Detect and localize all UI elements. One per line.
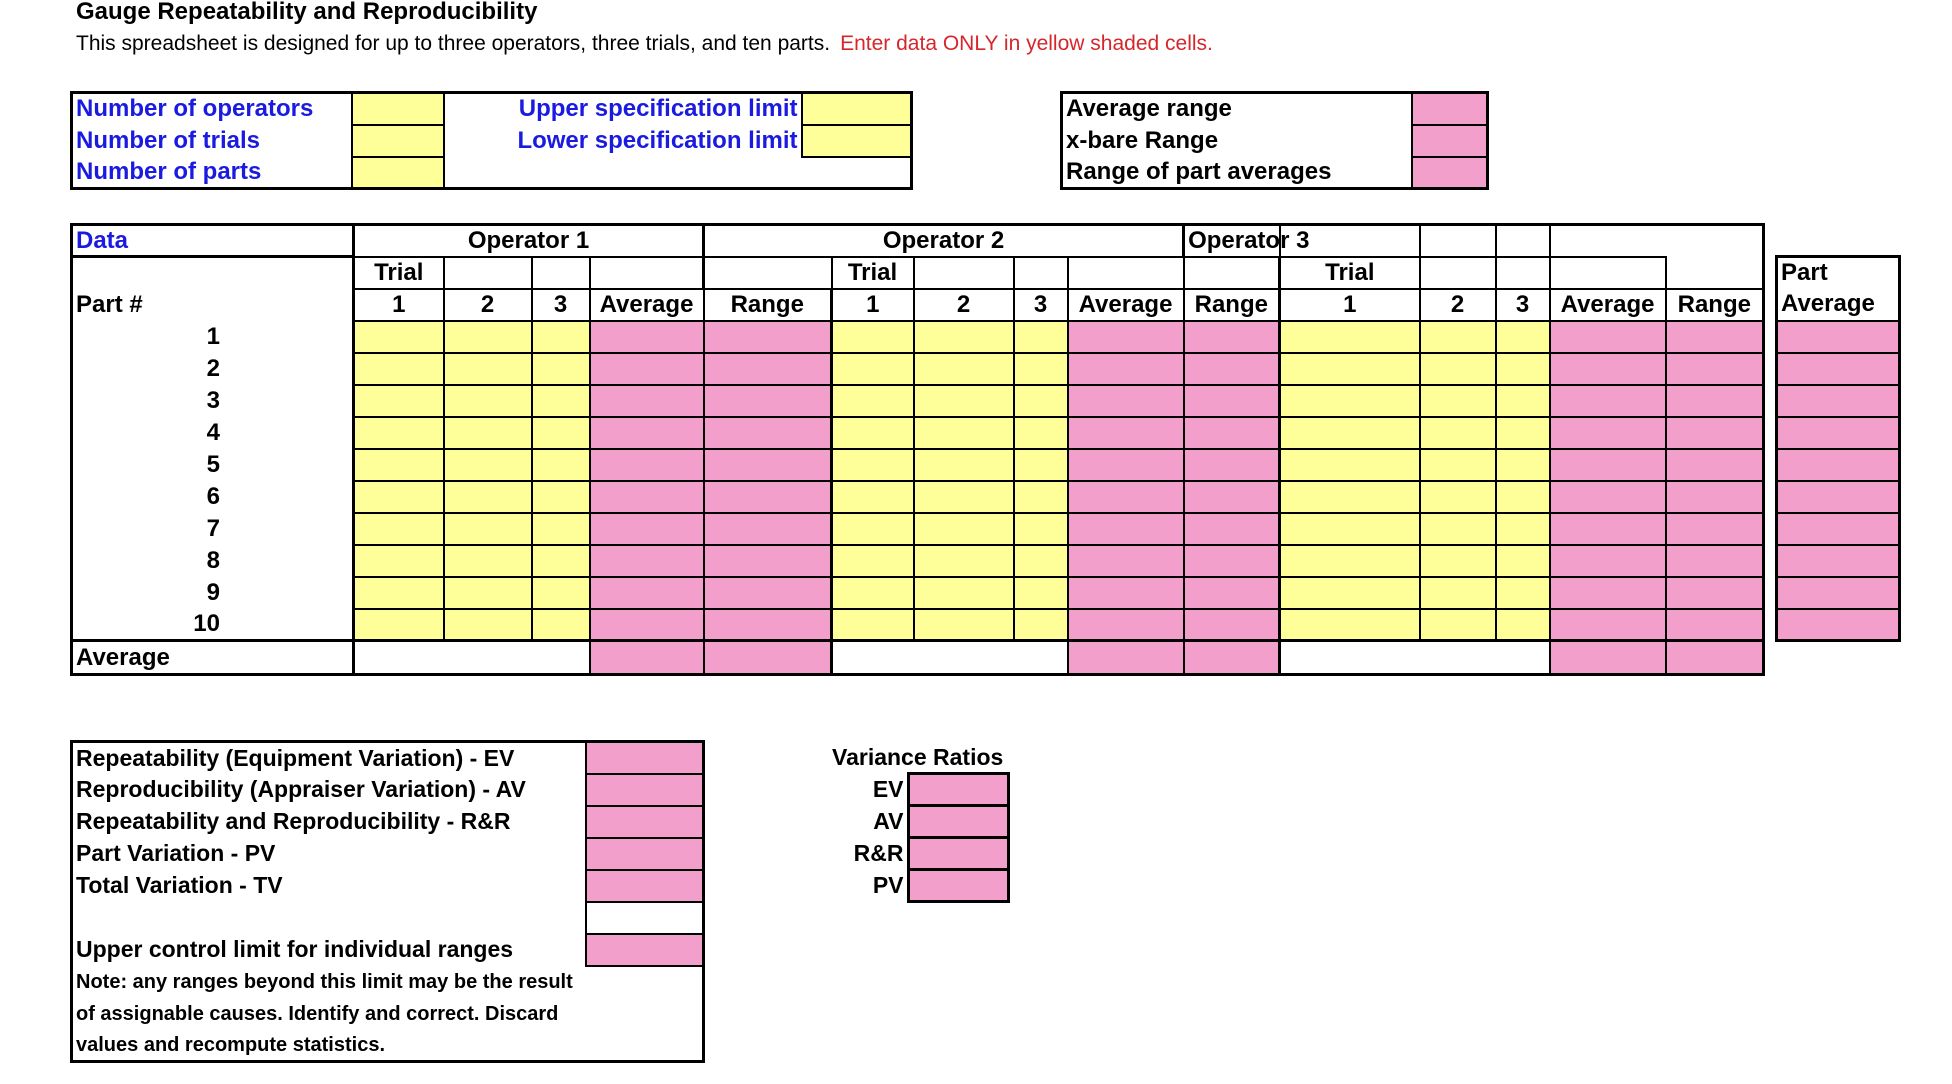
sheet-title: Gauge Repeatability and Reproducibility [76,0,538,25]
op2-average-cell [1068,545,1184,577]
op2-trial-2-cell[interactable] [914,513,1014,545]
variance-label-pv: PV [872,872,904,898]
table-row [72,513,1764,545]
op2-trial-2-cell[interactable] [914,609,1014,641]
op2-range-cell [1184,513,1280,545]
op1-range-cell [704,353,832,385]
op2-trial-1-cell[interactable] [832,545,914,577]
variance-value-ev [908,774,1008,806]
op1-trial-1-cell[interactable] [354,321,444,353]
table-row [72,353,1764,385]
op2-average-cell [1068,481,1184,513]
op2-average-cell [1068,577,1184,609]
op1-trial-2-cell[interactable] [444,481,532,513]
usl-input[interactable] [802,93,912,125]
ucl-label: Upper control limit for individual ranges [76,936,514,962]
operators-label: Number of operators [76,95,314,123]
operator-1-header: Operator 1 [354,225,704,257]
op2-trial-1-cell[interactable] [832,417,914,449]
op1-range-cell [704,513,832,545]
average-computed-cell [1666,641,1764,675]
op1-average-cell [590,545,704,577]
op1-range-cell [704,609,832,641]
op2-trial-3-cell[interactable] [1014,545,1068,577]
part-average-header-1: Part [1781,259,1828,287]
op2-range-cell [1184,449,1280,481]
part-number: 4 [72,417,354,449]
op1-trial-2-header: 2 [444,289,532,321]
op1-trial-2-cell[interactable] [444,609,532,641]
part-average-cell [1777,481,1900,513]
op1-range-cell [704,321,832,353]
op3-trial-1-cell[interactable] [1280,481,1420,513]
op2-trial-label: Trial [832,257,914,289]
op2-trial-2-cell[interactable] [914,481,1014,513]
op2-range-header: Range [1184,289,1280,321]
op1-trial-1-cell[interactable] [354,449,444,481]
op3-trial-1-header: 1 [1280,289,1420,321]
op1-average-header: Average [590,289,704,321]
op3-trial-3-cell[interactable] [1496,545,1550,577]
data-table [70,223,1765,676]
op3-range-cell [1666,513,1764,545]
part-avg-range-label: Range of part averages [1066,157,1332,185]
part-average-cell [1777,321,1900,353]
operator-2-header: Operator 2 [704,225,1184,257]
average-row-label: Average [72,641,354,675]
op2-trial-2-cell[interactable] [914,449,1014,481]
op3-trial-1-cell[interactable] [1280,513,1420,545]
note-line-3: values and recompute statistics. [76,1033,386,1056]
op3-trial-3-cell[interactable] [1496,481,1550,513]
op1-trial-2-cell[interactable] [444,545,532,577]
variance-label-rr: R&R [853,840,904,866]
xbar-range-value [1412,125,1488,157]
avg-range-value [1412,93,1488,125]
op2-average-cell [1068,609,1184,641]
op2-trial-2-cell[interactable] [914,545,1014,577]
op2-trial-3-cell[interactable] [1014,385,1068,417]
op1-range-cell [704,577,832,609]
average-computed-cell [1550,641,1666,675]
op3-trial-2-cell[interactable] [1420,353,1496,385]
part-number: 3 [72,385,354,417]
op3-trial-1-cell[interactable] [1280,545,1420,577]
part-number-header: Part # [72,257,354,321]
variance-label-ev: EV [872,776,904,802]
op1-trial-3-cell[interactable] [532,385,590,417]
op3-range-cell [1666,577,1764,609]
op2-trial-1-cell[interactable] [832,609,914,641]
part-number: 5 [72,449,354,481]
table-row [72,321,1764,353]
op1-trial-3-cell[interactable] [532,577,590,609]
part-average-cell [1777,417,1900,449]
part-number: 1 [72,321,354,353]
op2-range-cell [1184,321,1280,353]
op3-trial-2-cell[interactable] [1420,545,1496,577]
op2-range-cell [1184,385,1280,417]
op3-range-header: Range [1666,289,1764,321]
table-row [72,449,1764,481]
op2-range-cell [1184,353,1280,385]
op1-trial-3-cell[interactable] [532,417,590,449]
op2-average-cell [1068,417,1184,449]
average-blank-cell [1280,641,1550,675]
note-line-2: of assignable causes. Identify and correct. Discard [76,1002,559,1025]
trials-label: Number of trials [76,126,261,154]
op1-trial-3-cell[interactable] [532,609,590,641]
op2-trial-2-cell[interactable] [914,321,1014,353]
op3-trial-2-cell[interactable] [1420,481,1496,513]
op1-range-header: Range [704,289,832,321]
op1-trial-1-cell[interactable] [354,353,444,385]
op1-average-cell [590,417,704,449]
part-average-cell [1777,545,1900,577]
ev-value [586,742,704,774]
op2-trial-1-cell[interactable] [832,577,914,609]
op2-trial-2-cell[interactable] [914,385,1014,417]
op1-trial-2-cell[interactable] [444,513,532,545]
variance-label-av: AV [873,808,904,834]
op1-trial-1-cell[interactable] [354,481,444,513]
op3-range-cell [1666,545,1764,577]
op3-range-cell [1666,385,1764,417]
op3-trial-1-cell[interactable] [1280,385,1420,417]
op2-average-cell [1068,513,1184,545]
op3-average-header: Average [1550,289,1666,321]
op1-range-cell [704,449,832,481]
op3-average-cell [1550,481,1666,513]
op1-average-cell [590,353,704,385]
op3-trial-1-cell[interactable] [1280,577,1420,609]
lsl-input[interactable] [802,125,912,157]
warning-text: Enter data ONLY in yellow shaded cells. [840,32,1213,55]
op1-average-cell [590,449,704,481]
op1-average-cell [590,513,704,545]
tv-value [586,870,704,902]
op1-trial-1-cell[interactable] [354,513,444,545]
intro-text: This spreadsheet is designed for up to three operators, three trials, and ten parts. [76,32,831,55]
part-avg-range-value [1412,157,1488,189]
op1-trial-2-cell[interactable] [444,321,532,353]
part-average-cell [1777,577,1900,609]
op3-trial-3-cell[interactable] [1496,449,1550,481]
op1-trial-1-cell[interactable] [354,609,444,641]
op2-trial-2-cell[interactable] [914,577,1014,609]
op3-average-cell [1550,417,1666,449]
op1-trial-1-cell[interactable] [354,417,444,449]
table-row [72,609,1764,641]
op2-trial-1-cell[interactable] [832,321,914,353]
op1-average-cell [590,321,704,353]
op1-range-cell [704,417,832,449]
part-average-cell [1777,385,1900,417]
pv-label: Part Variation - PV [76,840,276,866]
op1-trial-3-cell[interactable] [532,321,590,353]
avg-range-label: Average range [1066,95,1232,123]
average-computed-cell [704,641,832,675]
op1-range-cell [704,385,832,417]
op2-trial-3-cell[interactable] [1014,481,1068,513]
op1-trial-2-cell[interactable] [444,449,532,481]
op3-average-cell [1550,609,1666,641]
op3-average-cell [1550,353,1666,385]
op2-range-cell [1184,417,1280,449]
blank-cell [586,902,704,934]
op2-trial-2-cell[interactable] [914,417,1014,449]
table-row [72,577,1764,609]
parts-input[interactable] [352,157,444,189]
op1-trial-1-cell[interactable] [354,577,444,609]
op3-trial-3-header: 3 [1496,289,1550,321]
results-box [70,740,705,1063]
rr-label: Repeatability and Reproducibility - R&R [76,808,511,834]
sheet-intro [76,32,1213,56]
op1-trial-1-cell[interactable] [354,385,444,417]
trials-input[interactable] [352,125,444,157]
part-number: 9 [72,577,354,609]
op3-range-cell [1666,321,1764,353]
op2-trial-2-cell[interactable] [914,353,1014,385]
tv-label: Total Variation - TV [76,872,283,898]
pv-value [586,838,704,870]
part-average-cell [1777,513,1900,545]
part-average-cell [1777,353,1900,385]
op3-trial-1-cell[interactable] [1280,449,1420,481]
part-average-cell [1777,609,1900,641]
op2-trial-3-cell[interactable] [1014,513,1068,545]
op2-trial-2-header: 2 [914,289,1014,321]
op2-trial-1-cell[interactable] [832,353,914,385]
table-row [72,481,1764,513]
input-box [70,91,913,190]
op2-trial-1-cell[interactable] [832,481,914,513]
op1-range-cell [704,545,832,577]
variance-value-pv [908,870,1008,902]
op3-range-cell [1666,353,1764,385]
op2-range-cell [1184,545,1280,577]
op1-trial-3-cell[interactable] [532,449,590,481]
op1-trial-3-cell[interactable] [532,481,590,513]
op3-range-cell [1666,609,1764,641]
op2-trial-1-header: 1 [832,289,914,321]
op1-trial-2-cell[interactable] [444,417,532,449]
part-average-header-2: Average [1781,290,1875,317]
op3-trial-1-cell[interactable] [1280,417,1420,449]
average-computed-cell [1184,641,1280,675]
average-computed-cell [1068,641,1184,675]
op1-average-cell [590,481,704,513]
op1-trial-2-cell[interactable] [444,385,532,417]
op3-trial-3-cell[interactable] [1496,353,1550,385]
op3-trial-3-cell[interactable] [1496,513,1550,545]
op3-trial-3-cell[interactable] [1496,577,1550,609]
variance-ratios-table [832,772,1010,903]
ucl-value [586,934,704,966]
op3-trial-2-cell[interactable] [1420,513,1496,545]
op3-average-cell [1550,513,1666,545]
table-row [72,545,1764,577]
op2-trial-1-cell[interactable] [832,385,914,417]
table-row [72,417,1764,449]
op2-range-cell [1184,481,1280,513]
op2-trial-3-cell[interactable] [1014,577,1068,609]
op3-average-cell [1550,321,1666,353]
average-blank-cell [354,641,590,675]
op3-trial-3-cell[interactable] [1496,417,1550,449]
op1-trial-3-cell[interactable] [532,353,590,385]
operator-3-header: Operator 3 [1184,225,1280,257]
av-value [586,774,704,806]
op2-range-cell [1184,609,1280,641]
operators-input[interactable] [352,93,444,125]
part-number: 8 [72,545,354,577]
variance-value-rr [908,838,1008,870]
op1-trial-3-cell[interactable] [532,513,590,545]
op3-average-cell [1550,449,1666,481]
op3-trial-3-cell[interactable] [1496,609,1550,641]
op3-trial-2-cell[interactable] [1420,577,1496,609]
average-blank-cell [832,641,1068,675]
op3-trial-2-cell[interactable] [1420,449,1496,481]
op3-trial-2-header: 2 [1420,289,1496,321]
data-label: Data [72,225,354,257]
variance-value-av [908,806,1008,838]
op2-trial-3-cell[interactable] [1014,353,1068,385]
op3-trial-2-cell[interactable] [1420,609,1496,641]
rr-value [586,806,704,838]
op3-trial-2-cell[interactable] [1420,385,1496,417]
op3-range-cell [1666,417,1764,449]
op3-range-cell [1666,449,1764,481]
op3-average-cell [1550,577,1666,609]
op1-average-cell [590,385,704,417]
op2-average-cell [1068,449,1184,481]
part-number: 2 [72,353,354,385]
op1-average-cell [590,577,704,609]
op1-trial-3-cell[interactable] [532,545,590,577]
op2-trial-3-cell[interactable] [1014,321,1068,353]
op2-trial-1-cell[interactable] [832,449,914,481]
av-label: Reproducibility (Appraiser Variation) - AV [76,776,526,802]
note-line-1: Note: any ranges beyond this limit may be the result [76,971,573,993]
part-number: 6 [72,481,354,513]
op3-range-cell [1666,481,1764,513]
op3-trial-3-cell[interactable] [1496,385,1550,417]
op1-average-cell [590,609,704,641]
op3-average-cell [1550,385,1666,417]
op2-trial-3-cell[interactable] [1014,417,1068,449]
part-average-table [1775,255,1901,642]
op3-trial-label: Trial [1280,257,1420,289]
op2-range-cell [1184,577,1280,609]
part-average-cell [1777,449,1900,481]
variance-ratios-title: Variance Ratios [832,744,1004,770]
op2-trial-1-cell[interactable] [832,513,914,545]
op2-average-header: Average [1068,289,1184,321]
table-row [72,385,1764,417]
op3-trial-1-cell[interactable] [1280,321,1420,353]
xbar-range-label: x-bare Range [1066,126,1219,154]
op1-trial-1-header: 1 [354,289,444,321]
op2-trial-3-cell[interactable] [1014,449,1068,481]
op3-trial-2-cell[interactable] [1420,417,1496,449]
op1-trial-1-cell[interactable] [354,545,444,577]
ev-label: Repeatability (Equipment Variation) - EV [76,744,515,771]
op1-trial-2-cell[interactable] [444,353,532,385]
part-number: 10 [72,609,354,641]
op3-trial-3-cell[interactable] [1496,321,1550,353]
op1-range-cell [704,481,832,513]
average-computed-cell [590,641,704,675]
lsl-label: Lower specification limit [517,126,798,154]
op1-trial-label: Trial [354,257,444,289]
op2-average-cell [1068,385,1184,417]
op2-trial-3-cell[interactable] [1014,609,1068,641]
parts-label: Number of parts [76,157,262,185]
usl-label: Upper specification limit [518,95,798,123]
op3-trial-1-cell[interactable] [1280,609,1420,641]
op1-trial-3-header: 3 [532,289,590,321]
op2-trial-3-header: 3 [1014,289,1068,321]
summary-box [1060,91,1489,190]
op2-average-cell [1068,353,1184,385]
op3-trial-2-cell[interactable] [1420,321,1496,353]
op2-average-cell [1068,321,1184,353]
part-number: 7 [72,513,354,545]
op1-trial-2-cell[interactable] [444,577,532,609]
op3-average-cell [1550,545,1666,577]
op3-trial-1-cell[interactable] [1280,353,1420,385]
